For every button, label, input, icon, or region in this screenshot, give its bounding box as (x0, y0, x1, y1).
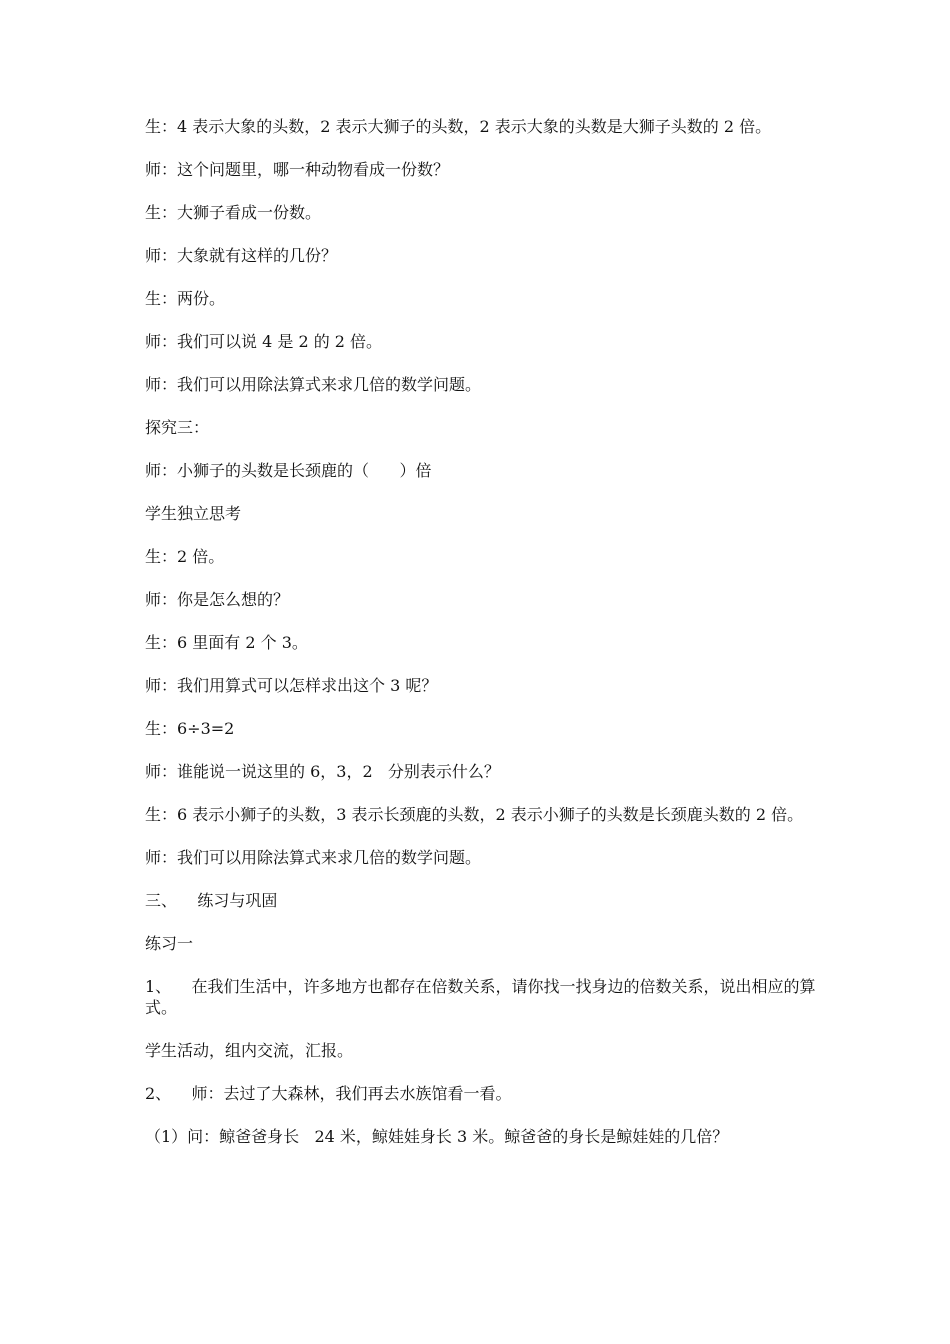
paragraph-23: 2、 师：去过了大森林，我们再去水族馆看一看。 (145, 1084, 512, 1103)
paragraph-16: 师：谁能说一说这里的 6，3，2 分别表示什么？ (145, 762, 500, 781)
paragraph-3: 生：大狮子看成一份数。 (145, 203, 322, 222)
paragraph-18: 师：我们可以用除法算式来求几倍的数学问题。 (145, 848, 482, 867)
paragraph-6: 师：我们可以说 4 是 2 的 2 倍。 (145, 332, 383, 351)
section-heading-explore-3: 探究三： (145, 418, 210, 437)
document-page (145, 116, 825, 1169)
paragraph-12: 师：你是怎么想的？ (145, 590, 290, 609)
paragraph-24: （1）问：鲸爸爸身长 24 米，鲸娃娃身长 3 米。鲸爸爸的身长是鲸娃娃的几倍？ (145, 1127, 729, 1146)
paragraph-7: 师：我们可以用除法算式来求几倍的数学问题。 (145, 375, 482, 394)
paragraph-15: 生：6÷3=2 (145, 719, 235, 738)
paragraph-17: 生：6 表示小狮子的头数，3 表示长颈鹿的头数，2 表示小狮子的头数是长颈鹿头数的 2 倍。 (145, 805, 804, 824)
section-heading-practice: 三、 练习与巩固 (145, 891, 278, 910)
paragraph-10: 学生独立思考 (145, 504, 242, 523)
paragraph-2: 师：这个问题里，哪一种动物看成一份数？ (145, 160, 450, 179)
paragraph-4: 师：大象就有这样的几份？ (145, 246, 338, 265)
paragraph-22: 学生活动，组内交流，汇报。 (145, 1041, 354, 1060)
paragraph-11: 生：2 倍。 (145, 547, 225, 566)
paragraph-13: 生：6 里面有 2 个 3。 (145, 633, 308, 652)
subheading-practice-1: 练习一 (145, 934, 194, 953)
paragraph-9: 师：小狮子的头数是长颈鹿的（ ）倍 (145, 461, 432, 480)
paragraph-5: 生：两份。 (145, 289, 226, 308)
paragraph-14: 师：我们用算式可以怎样求出这个 3 呢？ (145, 676, 438, 695)
paragraph-21: 1、 在我们生活中，许多地方也都存在倍数关系，请你找一找身边的倍数关系，说出相应的算式。 (145, 977, 816, 1017)
paragraph-1: 生：4 表示大象的头数，2 表示大狮子的头数，2 表示大象的头数是大狮子头数的 2 倍。 (145, 117, 772, 136)
